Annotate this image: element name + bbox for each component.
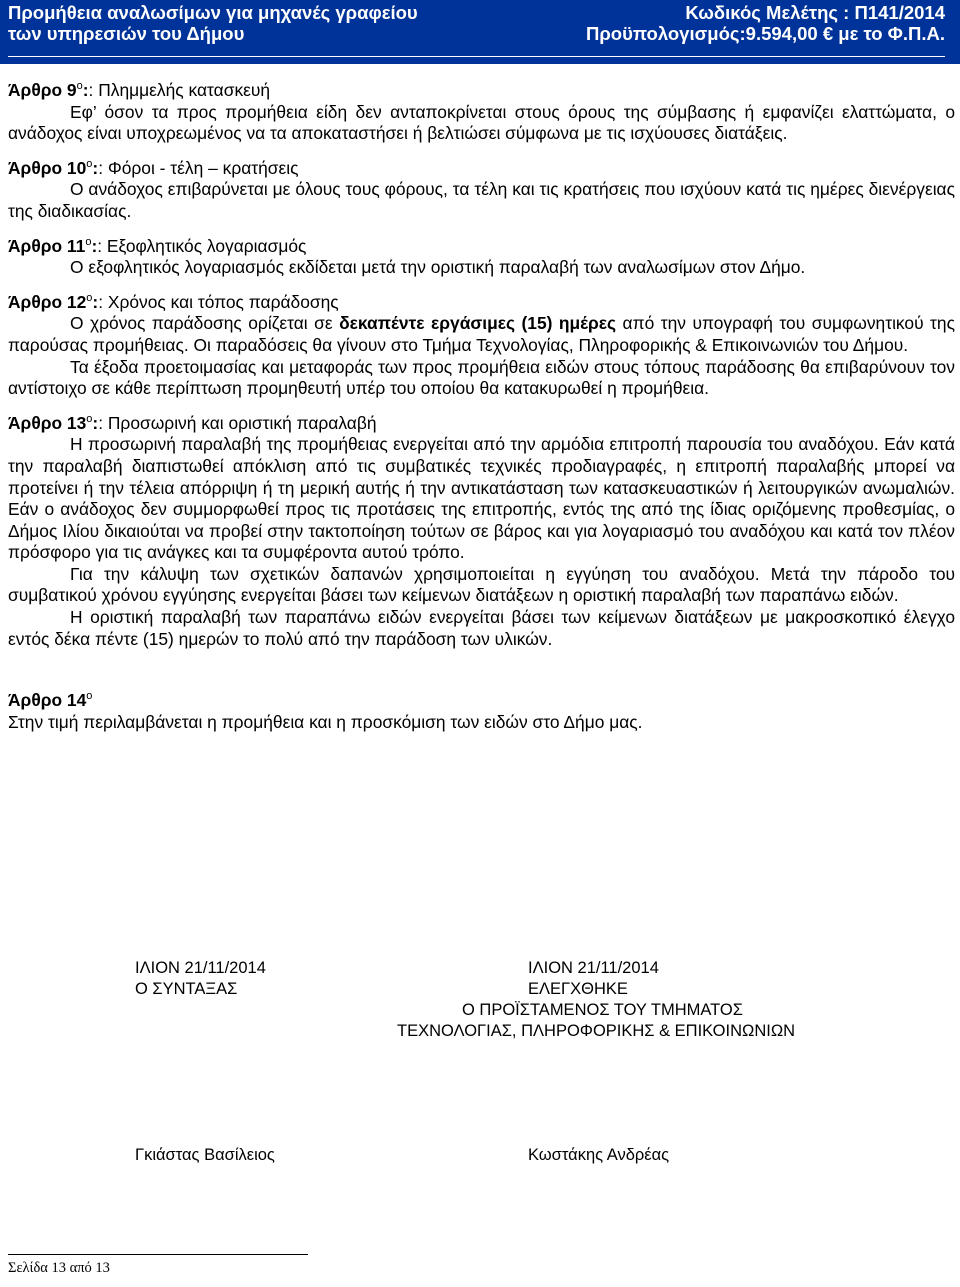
- header-project-subtitle: των υπηρεσιών του Δήμου: [8, 23, 245, 44]
- article-ordinal: ο: [86, 690, 93, 703]
- right-signature-role: ΕΛΕΓΧΘΗΚΕ: [528, 980, 628, 998]
- footer-divider: [8, 1254, 308, 1255]
- article-paragraph: Η προσωρινή παραλαβή της προμήθειας ενεργείται από την αρμόδια επιτροπή παρουσία του αναδόχου. Εάν κατά την παραλαβή διαπιστωθεί απόκλιση από τις συμβατικές τεχνικές προδιαγραφές, η επιτροπή παραλαβής μπορεί να προτείνει ή την τέλεια απόρριψη ή τη μερική αυτής ή την αντικατάσταση των κατασκευαστικών ή λειτουργικών ανωμαλιών. Εάν ο ανάδοχος δεν συμμορφωθεί προς τις προτάσεις της επιτροπής, εντός της από της ίδιας οριζόμενης προθεσμίας, ο Δήμος Ιλίου δικαιούται να προβεί στην τακτοποίηση τούτων σε βάρος και για λογαριασμό του αναδόχου και κατά τον πλέον πρόσφορο για τις ανάγκες και τα συμφέροντα αυτού τρόπο.: [8, 434, 955, 563]
- article-heading: [8, 80, 955, 102]
- article-heading: [8, 236, 955, 258]
- article-paragraph: Στην τιμή περιλαμβάνεται η προμήθεια και η προσκόμιση των ειδών στο Δήμο μας.: [8, 711, 643, 732]
- article-paragraph: Η οριστική παραλαβή των παραπάνω ειδών ενεργείται βάσει των κείμενων διατάξεων με μακροσκοπικό έλεγχο εντός δέκα πέντε (15) ημερών το πολύ από την παράδοση των υλικών.: [8, 607, 955, 649]
- article-14: [8, 690, 955, 733]
- article-colon: :: [91, 235, 98, 256]
- article-ordinal: ο: [85, 235, 92, 248]
- delivery-deadline: δεκαπέντε εργάσιμες (15) ημέρες: [339, 313, 617, 334]
- left-signatory-name: Γκιάστας Βασίλειος: [135, 1146, 275, 1164]
- right-signature-date: ΙΛΙΟΝ 21/11/2014: [528, 959, 659, 977]
- article-paragraph: Τα έξοδα προετοιμασίας και μεταφοράς των προς προμήθεια ειδών στους τόπους παράδοσης θα επιβαρύνουν τον αντίστοιχο σε κάθε περίπτωση προμηθευτή υπέρ του οποίου θα κατακυρωθεί η προμήθεια.: [8, 356, 955, 399]
- header-study-code: Κωδικός Μελέτης : Π141/2014: [685, 2, 945, 23]
- article-paragraph: Ο ανάδοχος επιβαρύνεται με όλους τους φόρους, τα τέλη και τις κρατήσεις που ισχύουν κατά τις ημέρες διενέργειας της διαδικασίας.: [8, 179, 955, 221]
- left-signature-role: Ο ΣΥΝΤΑΞΑΣ: [135, 980, 238, 998]
- article-label: Άρθρο 12: [8, 291, 87, 312]
- article-title: : Εξοφλητικός λογαριασμός: [97, 235, 307, 256]
- article-colon: :: [82, 80, 89, 100]
- article-paragraph: Ο εξοφλητικός λογαριασμός εκδίδεται μετά την οριστική παραλαβή των αναλωσίμων στον Δήμο.: [70, 257, 806, 278]
- article-colon: :: [92, 291, 99, 312]
- article-10: [8, 158, 955, 223]
- article-colon: :: [92, 412, 99, 433]
- article-heading: [8, 413, 955, 435]
- article-ordinal: ο: [86, 412, 93, 425]
- article-paragraph: Για την κάλυψη των σχετικών δαπανών χρησιμοποιείται η εγγύηση του αναδόχου. Μετά την πάροδο του συμβατικού χρόνου εγγύησης ενεργείται βάσει των κείμενων διατάξεων η οριστική παραλαβή των παραπάνω ειδών.: [8, 563, 955, 606]
- article-title: : Προσωρινή και οριστική παραλαβή: [98, 412, 377, 433]
- article-ordinal: ο: [86, 157, 93, 170]
- article-heading: [8, 158, 955, 180]
- article-heading: [8, 690, 955, 712]
- spacer: [8, 650, 955, 690]
- article-ordinal: ο: [76, 80, 83, 93]
- article-ordinal: ο: [86, 291, 93, 304]
- article-colon: :: [92, 157, 99, 178]
- article-label: Άρθρο 9: [8, 80, 77, 100]
- paragraph-text: Ο χρόνος παράδοσης ορίζεται σε: [70, 313, 340, 334]
- article-title: : Πλημμελής κατασκευή: [88, 80, 271, 100]
- article-title: : Χρόνος και τόπος παράδοσης: [98, 291, 339, 312]
- article-paragraph: [8, 313, 955, 356]
- paragraph-text: από την υπογραφή του συμφωνητικού της παρούσας προμήθειας. Οι παραδόσεις θα γίνουν στο Τμήμα Τεχνολογίας, Πληροφορικής & Επικοινωνιών του Δήμου.: [8, 313, 955, 355]
- article-9: [8, 80, 955, 145]
- article-label: Άρθρο 10: [8, 157, 87, 178]
- right-signatory-name: Κωστάκης Ανδρέας: [528, 1146, 670, 1164]
- article-heading: [8, 292, 955, 314]
- header-budget: Προϋπολογισμός:9.594,00 € με το Φ.Π.Α.: [586, 23, 945, 44]
- article-12: [8, 292, 955, 400]
- article-label: Άρθρο 11: [8, 235, 86, 256]
- article-label: Άρθρο 14: [8, 690, 87, 711]
- header-project-title: Προμήθεια αναλωσίμων για μηχανές γραφείου: [8, 2, 418, 23]
- article-title: : Φόροι - τέλη – κρατήσεις: [98, 157, 299, 178]
- document-header: [0, 0, 960, 64]
- right-signature-department: ΤΕΧΝΟΛΟΓΙΑΣ, ΠΛΗΡΟΦΟΡΙΚΗΣ & ΕΠΙΚΟΙΝΩΝΙΩΝ: [397, 1022, 796, 1040]
- article-11: [8, 236, 955, 279]
- right-signature-title: Ο ΠΡΟΪΣΤΑΜΕΝΟΣ ΤΟΥ ΤΜΗΜΑΤΟΣ: [462, 1001, 743, 1019]
- article-13: [8, 413, 955, 651]
- article-paragraph: Εφ’ όσον τα προς προμήθεια είδη δεν ανταποκρίνεται στους όρους της σύμβασης ή εμφανίζει ελαττώματα, ο ανάδοχος είναι υποχρεωμένος να τα αποκαταστήσει ή βελτιώσει σύμφωνα με τις ισχύουσες διατάξεις.: [8, 101, 955, 144]
- article-label: Άρθρο 13: [8, 412, 87, 433]
- left-signature-date: ΙΛΙΟΝ 21/11/2014: [135, 959, 266, 977]
- document-body: [8, 80, 955, 733]
- page-number: Σελίδα 13 από 13: [8, 1260, 110, 1276]
- header-divider: [8, 56, 945, 57]
